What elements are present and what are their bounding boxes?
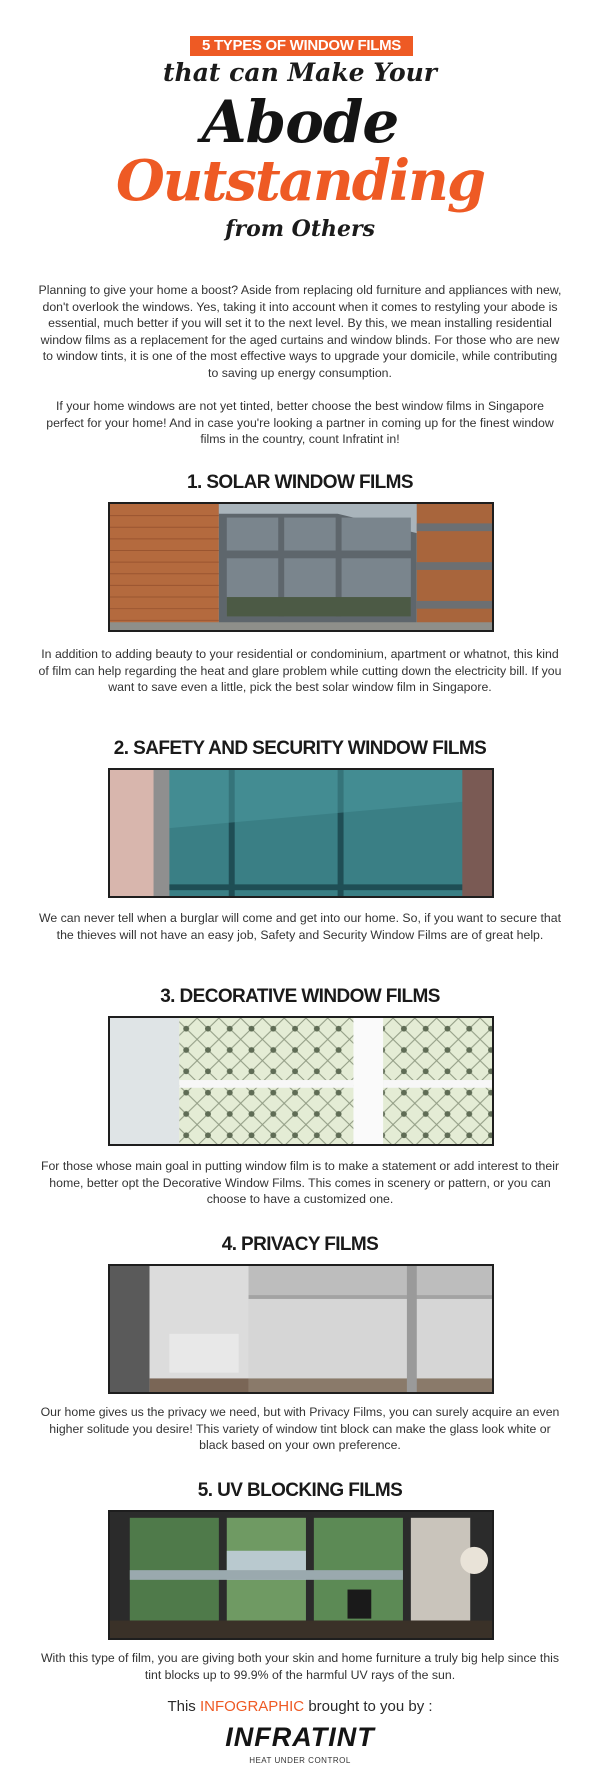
privacy-film-photo bbox=[108, 1264, 494, 1394]
intro-paragraph-1: Planning to give your home a boost? Aside from replacing old furniture and appliances with new, don't overlook the windows. Yes, taking it into account when it comes to restyling your abode is essential, much better if you will set it to the next level. By this, we mean installing residential window films as a replacement for the aged curtains and window blinds. For those who are new to window tints, it is one of the most effective ways to upgrade your domicile, while contributing to saving up energy consumption. bbox=[38, 283, 562, 380]
infratint-logo bbox=[195, 1722, 405, 1770]
section-1-text: In addition to adding beauty to your residential or condominium, apartment or whatnot, this kind of film can help regarding the heat and glare problem while cutting down the electricity bill. If you want to save even a little, pick the best solar window film in Singapore. bbox=[38, 647, 562, 695]
logo-tagline: HEAT UNDER CONTROL bbox=[249, 1756, 351, 1765]
section-3-text: For those whose main goal in putting window film is to make a statement or add interest to their home, better opt the Decorative Window Films. This comes in scenery or pattern, or you can choose to have a customized one. bbox=[40, 1159, 560, 1207]
section-2-title: 2. SAFETY AND SECURITY WINDOW FILMS bbox=[113, 738, 487, 759]
title-line-3: Outstanding bbox=[115, 148, 485, 214]
logo-wordmark: INFRATINT bbox=[225, 1722, 375, 1752]
section-2-text: We can never tell when a burglar will come and get into our home. So, if you want to secure that the thieves will not have an easy job, Safety and Security Window Films are of great help. bbox=[39, 911, 561, 942]
section-4-text: Our home gives us the privacy we need, but with Privacy Films, you can surely acquire an even higher solitude you desire! This variety of window tint block can make the glass look white or black based on your own preference. bbox=[40, 1405, 560, 1453]
solar-film-photo bbox=[108, 502, 494, 632]
title-line-1: that can Make Your bbox=[163, 58, 437, 87]
title-tag: 5 TYPES OF WINDOW FILMS bbox=[190, 36, 413, 56]
section-5-title: 5. UV BLOCKING FILMS bbox=[197, 1480, 403, 1501]
credit-line bbox=[0, 1698, 600, 1715]
uv-film-photo bbox=[108, 1510, 494, 1640]
credit-pre: This bbox=[167, 1698, 196, 1715]
security-film-photo bbox=[108, 768, 494, 898]
decorative-film-photo bbox=[108, 1016, 494, 1146]
title-line-2: Abode bbox=[201, 88, 399, 156]
credit-highlight: INFOGRAPHIC bbox=[199, 1698, 305, 1715]
section-1-title: 1. SOLAR WINDOW FILMS bbox=[187, 472, 413, 493]
intro-paragraph-2: If your home windows are not yet tinted, better choose the best window films in Singapore perfect for your home! And in case you're looking a partner in coming up for the finest window films in the country, count Infratint in! bbox=[46, 399, 554, 447]
title-block bbox=[0, 0, 600, 255]
section-3-title: 3. DECORATIVE WINDOW FILMS bbox=[160, 986, 440, 1007]
section-5-text: With this type of film, you are giving both your skin and home furniture a truly big help since this tint blocks up to 99.9% of the harmful UV rays of the sun. bbox=[40, 1651, 560, 1682]
section-4-title: 4. PRIVACY FILMS bbox=[221, 1234, 379, 1255]
credit-post: brought to you by : bbox=[308, 1698, 433, 1715]
title-line-4: from Others bbox=[225, 216, 375, 242]
